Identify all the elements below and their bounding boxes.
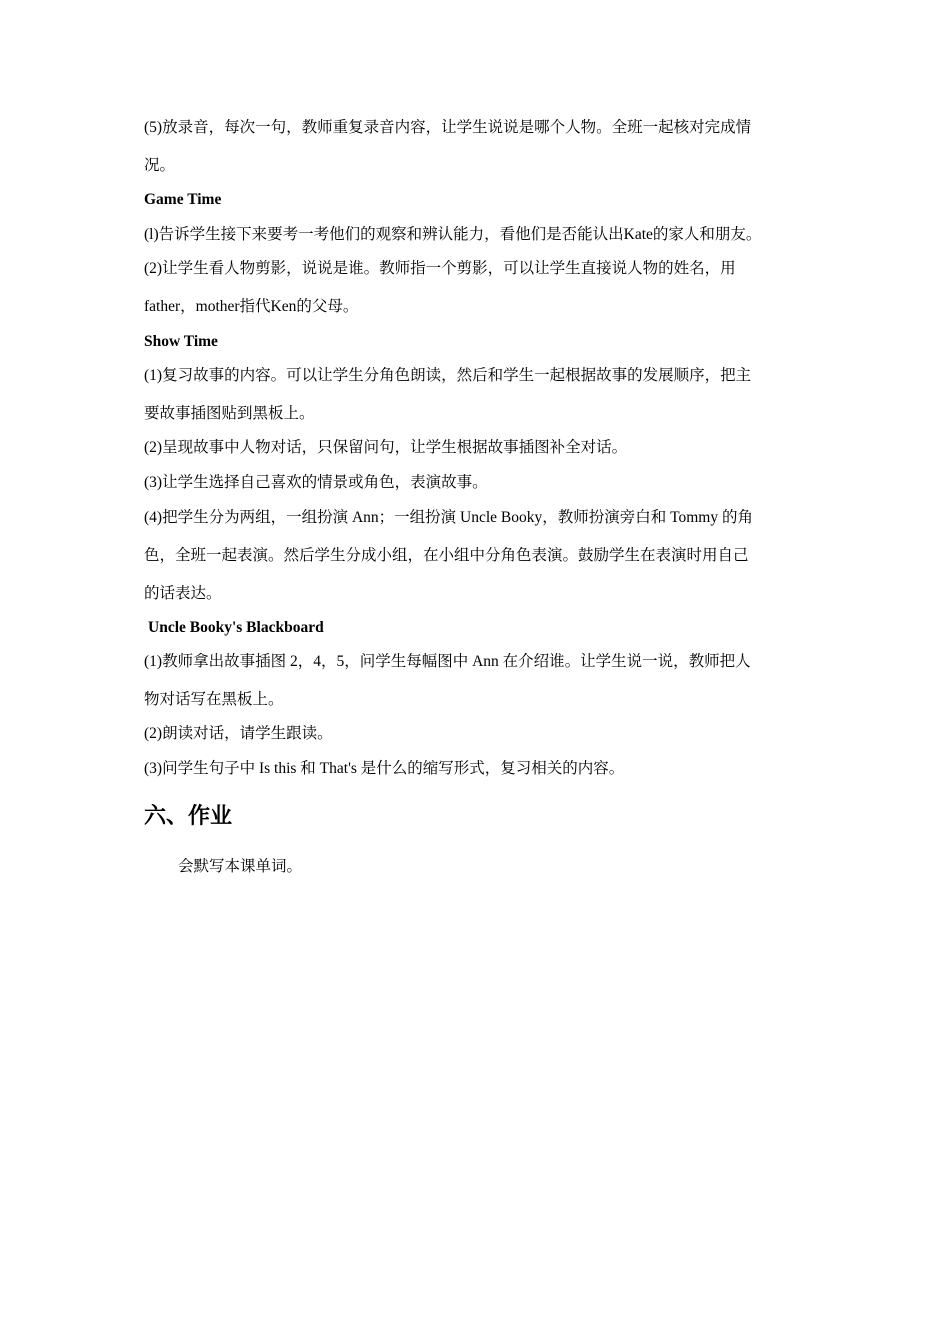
game-time-item2-line1: (2)让学生看人物剪影，说说是谁。教师指一个剪影，可以让学生直接说人物的姓名，用 [144, 260, 736, 277]
homework-body: 会默写本课单词。 [178, 858, 303, 875]
game-time-item1: (l)告诉学生接下来要考一考他们的观察和辨认能力，看他们是否能认出Kate的家人和朋友。 [144, 226, 762, 243]
show-time-item4-line1: (4)把学生分为两组，一组扮演 Ann；一组扮演 Uncle Booky，教师扮演旁白和 Tommy 的角 [144, 509, 753, 526]
blackboard-item3: (3)问学生句子中 Is this 和 That's 是什么的缩写形式，复习相关的内容。 [144, 760, 625, 777]
blackboard-item1-line1: (1)教师拿出故事插图 2，4，5，问学生每幅图中 Ann 在介绍谁。让学生说一说，教师把人 [144, 653, 751, 670]
show-time-item3: (3)让学生选择自己喜欢的情景或角色，表演故事。 [144, 474, 488, 491]
blackboard-item2: (2)朗读对话，请学生跟读。 [144, 725, 333, 742]
show-time-item4-line2: 色，全班一起表演。然后学生分成小组，在小组中分角色表演。鼓励学生在表演时用自己 [144, 547, 749, 564]
show-time-heading: Show Time [144, 333, 218, 350]
homework-heading: 六、作业 [144, 804, 233, 829]
blackboard-heading: Uncle Booky's Blackboard [148, 619, 324, 636]
blackboard-item1-line2: 物对话写在黑板上。 [144, 691, 284, 708]
show-time-item2: (2)呈现故事中人物对话，只保留问句，让学生根据故事插图补全对话。 [144, 439, 628, 456]
game-time-item2-line2: father，mother指代Ken的父母。 [144, 298, 359, 315]
show-time-item1-line1: (1)复习故事的内容。可以让学生分角色朗读，然后和学生一起根据故事的发展顺序，把主 [144, 367, 752, 384]
game-time-heading: Game Time [144, 191, 222, 208]
show-time-item1-line2: 要故事插图贴到黑板上。 [144, 405, 315, 422]
show-time-item4-line3: 的话表达。 [144, 585, 222, 602]
intro-item5-line2: 况。 [144, 157, 176, 174]
intro-item5-line1: (5)放录音，每次一句，教师重复录音内容，让学生说说是哪个人物。全班一起核对完成情 [144, 119, 752, 136]
